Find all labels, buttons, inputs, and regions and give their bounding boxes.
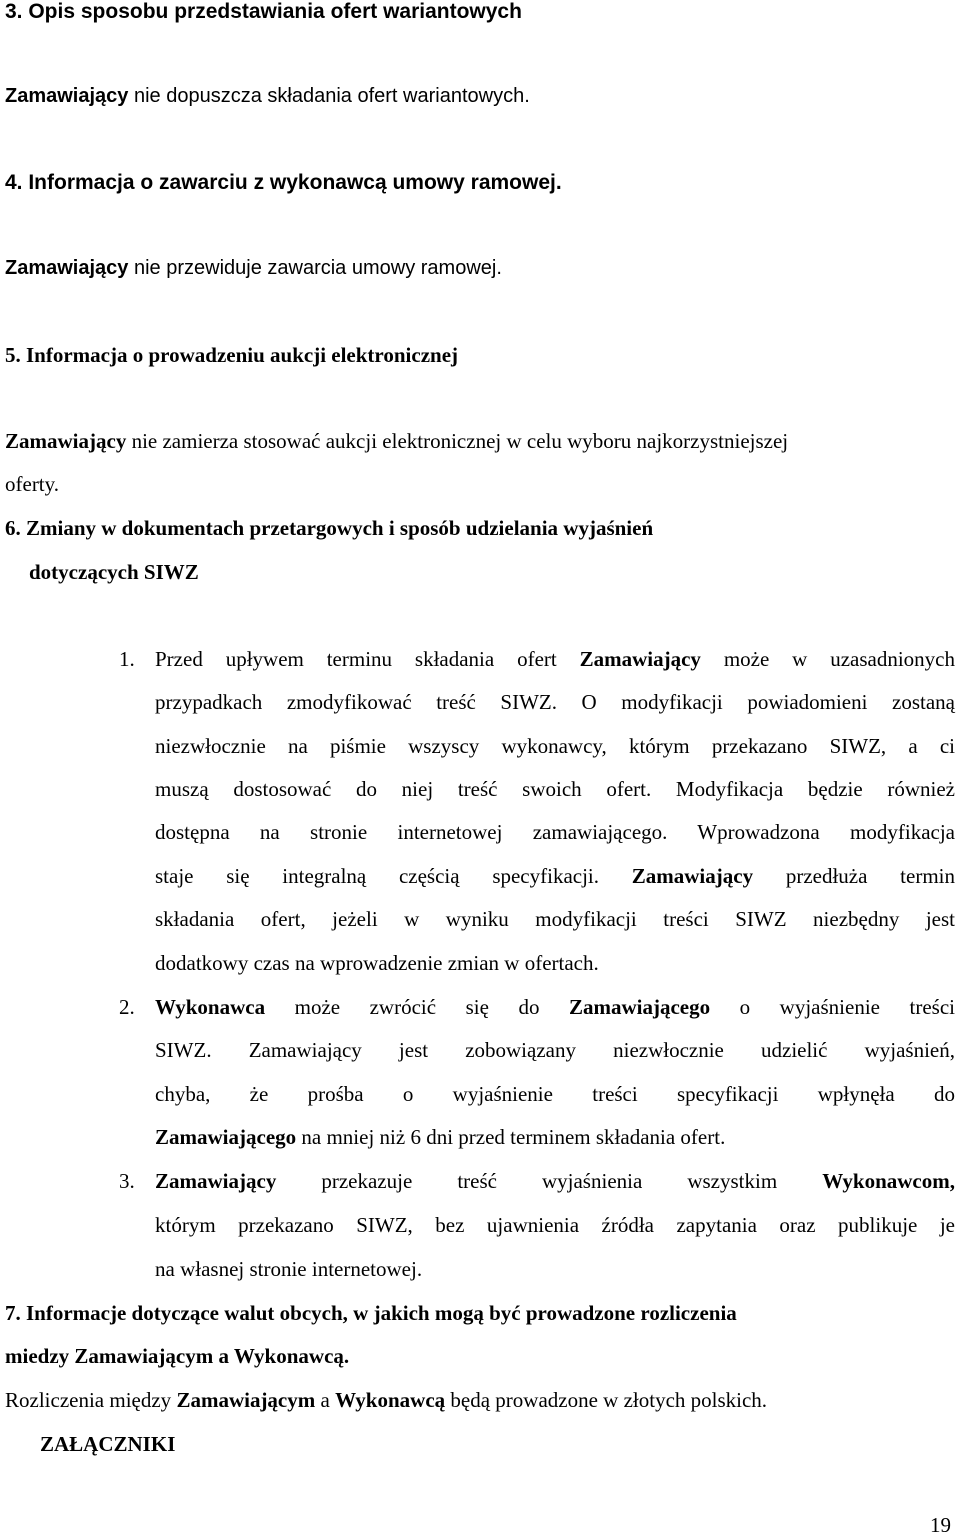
text-run: przekazuje treść wyjaśnienia wszystkim [276, 1169, 823, 1193]
list-number: 1. [119, 647, 135, 671]
section-4-body [5, 257, 502, 280]
item-1-line: niezwłocznie na piśmie wszyscy wykonawcy, którym przekazano SIWZ, a ci [155, 734, 955, 758]
text-run: przedłuża termin [753, 864, 955, 888]
page-number: 19 [930, 1513, 951, 1537]
item-1-line: dodatkowy czas na wprowadzenie zmian w ofertach. [155, 951, 599, 975]
list-number: 2. [119, 995, 135, 1019]
section-3-heading: 3. Opis sposobu przedstawiania ofert wariantowych [5, 0, 522, 23]
section-4-heading: 4. Informacja o zawarciu z wykonawcą umowy ramowej. [5, 171, 562, 194]
bold-term: Zamawiający [579, 647, 701, 671]
text-run: Przed upływem terminu składania ofert [155, 647, 580, 671]
item-3-line [155, 1169, 955, 1193]
bold-term: Zamawiający [5, 429, 127, 453]
text-run: a [315, 1388, 336, 1412]
section-5-heading: 5. Informacja o prowadzeniu aukcji elektronicznej [5, 343, 459, 367]
item-1-line: składania ofert, jeżeli w wyniku modyfikacji treści SIWZ niezbędny jest [155, 907, 955, 931]
item-1-line: muszą dostosować do niej treść swoich ofert. Modyfikacja będzie również [155, 777, 955, 801]
section-7-body [5, 1388, 767, 1412]
bold-term: Wykonawcom, [822, 1169, 955, 1193]
text-run: staje się integralną częścią specyfikacji. [155, 864, 632, 888]
item-1-line [155, 647, 955, 671]
item-3-line: na własnej stronie internetowej. [155, 1257, 423, 1281]
bold-term: Zamawiającym [176, 1388, 316, 1412]
text-run: będą prowadzone w złotych polskich. [445, 1388, 768, 1412]
text-run: nie zamierza stosować aukcji elektronicznej w celu wyboru najkorzystniejszej [126, 429, 789, 453]
text-run: może w uzasadnionych [700, 647, 955, 671]
section-5-body-line2: oferty. [5, 472, 60, 496]
item-2-line [155, 995, 955, 1019]
bold-term: Zamawiający [5, 85, 129, 107]
text-run: Rozliczenia między [5, 1388, 177, 1412]
section-5-body [5, 429, 788, 453]
bold-term: Wykonawca [155, 995, 266, 1019]
section-7-heading: 7. Informacje dotyczące walut obcych, w jakich mogą być prowadzone rozliczenia [5, 1301, 737, 1325]
section-6-heading-line2: dotyczących SIWZ [29, 560, 199, 584]
bold-term: Zamawiający [155, 1169, 277, 1193]
attachments-heading: ZAŁĄCZNIKI [40, 1432, 176, 1456]
text-run: może zwrócić się do [265, 995, 569, 1019]
item-2-line [155, 1125, 725, 1149]
item-2-line: SIWZ. Zamawiający jest zobowiązany niezwłocznie udzielić wyjaśnień, [155, 1038, 955, 1062]
item-1-line: dostępna na stronie internetowej zamawiającego. Wprowadzona modyfikacja [155, 820, 955, 844]
bold-term: Zamawiającego [155, 1125, 297, 1149]
text-run: nie dopuszcza składania ofert wariantowych. [128, 85, 530, 107]
text-run: o wyjaśnienie treści [710, 995, 955, 1019]
bold-term: Wykonawcą [335, 1388, 446, 1412]
text-run: nie przewiduje zawarcia umowy ramowej. [128, 257, 502, 279]
item-3-line: którym przekazano SIWZ, bez ujawnienia źródła zapytania oraz publikuje je [155, 1213, 955, 1237]
item-1-line: przypadkach zmodyfikować treść SIWZ. O modyfikacji powiadomieni zostaną [155, 690, 955, 714]
item-1-line [155, 864, 955, 888]
section-3-body [5, 85, 530, 108]
bold-term: Zamawiającego [568, 995, 711, 1019]
bold-term: Zamawiający [5, 257, 129, 279]
text-run: na mniej niż 6 dni przed terminem składania ofert. [296, 1125, 726, 1149]
section-6-heading: 6. Zmiany w dokumentach przetargowych i sposób udzielania wyjaśnień [5, 516, 654, 540]
section-7-heading-line2: miedzy Zamawiającym a Wykonawcą. [5, 1344, 350, 1368]
item-2-line: chyba, że prośba o wyjaśnienie treści specyfikacji wpłynęła do [155, 1082, 955, 1106]
bold-term: Zamawiający [631, 864, 754, 888]
list-number: 3. [119, 1169, 135, 1193]
